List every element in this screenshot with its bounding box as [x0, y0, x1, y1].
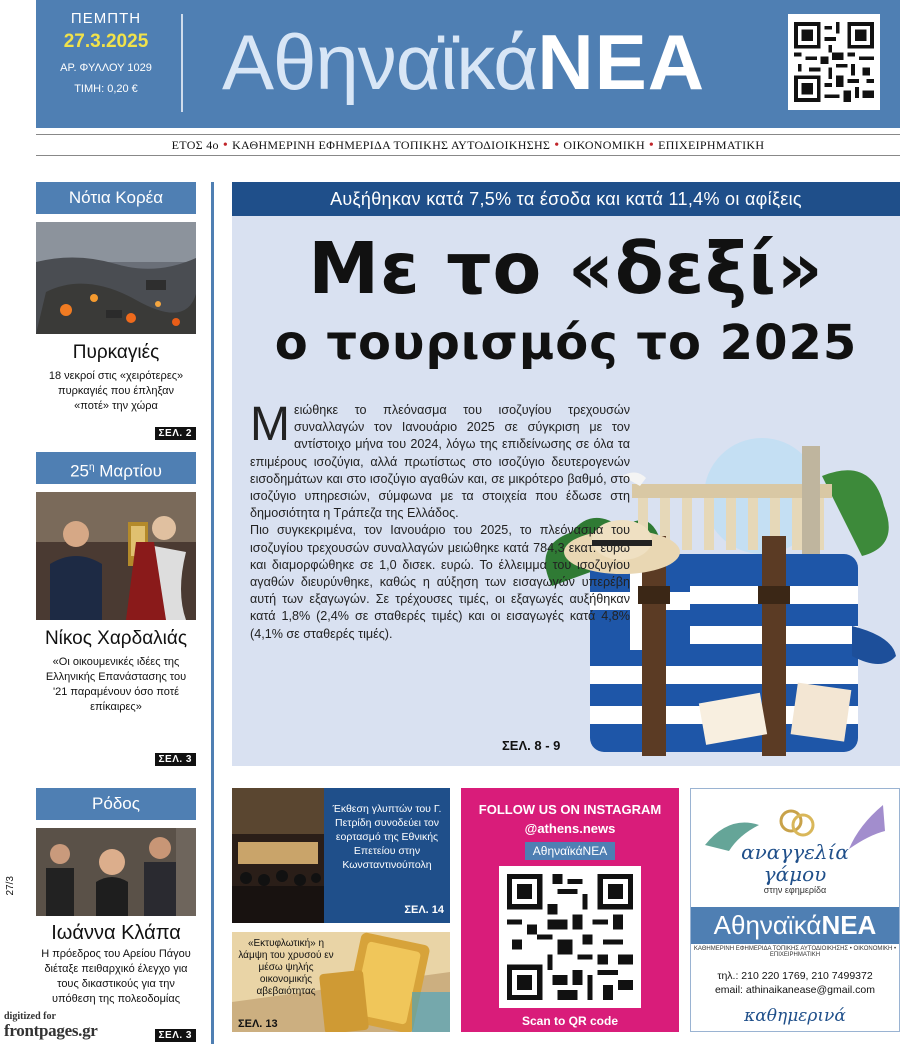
issue-info	[36, 0, 176, 128]
ad-logo-thin: Αθηναϊκά	[713, 910, 822, 940]
page-ref[interactable]: ΣΕΛ. 13	[238, 1018, 278, 1030]
court-photo	[36, 828, 196, 916]
concert-photo	[232, 788, 324, 923]
instagram-handle[interactable]: @athens.news	[524, 821, 616, 836]
wedding-ad[interactable]	[690, 788, 900, 1032]
sidebar-title: Νίκος Χαρδαλιάς	[44, 628, 188, 649]
wildfire-photo	[36, 222, 196, 334]
credit-line1: digitized for	[4, 1011, 56, 1022]
ad-logo-bold: ΝΕΑ	[821, 910, 877, 940]
sidebar-title: Ιωάννα Κλάπα	[51, 922, 181, 944]
ceremony-photo	[36, 492, 196, 620]
lead-kicker: Αυξήθηκαν κατά 7,5% τα έσοδα και κατά 11,4% οι αφίξεις	[232, 182, 900, 216]
sidebar-summary: Η πρόεδρος του Αρείου Πάγου διέταξε πειθαρχικό έλεγχο για τους δικαστικούς για την υπόθεση της πολεοδομίας	[41, 948, 191, 1005]
sidebar-header: Νότια Κορέα	[36, 182, 196, 214]
date-vertical: 27/3	[5, 876, 16, 896]
lead-story[interactable]	[232, 182, 900, 766]
issue-price: ΤΙΜΗ: 0,20 €	[74, 83, 138, 95]
lead-paragraph-1: ειώθηκε το πλεόνασμα του ισοζυγίου τρεχουσών συναλλαγών τον Ιανουάριο 2025 σε σύγκριση με τον αντίστοιχο μήνα του 2024, λόγω της επιδείνωσης σε όλα τα επιμέρους ισοζύγια, αλλά πρωτίστως στο ισοζύγιο δευτερογενών εισοδημάτων και στο ισοζύγιο αγαθών και, σε μικρότερο βαθμό, στο ισοζύγιο υπηρεσιών, σύμφωνα με τα στοιχεία που έδωσε στη δημοσιότητα η Τράπεζα της Ελλάδος.	[250, 403, 630, 521]
instagram-qr-code-icon[interactable]	[499, 866, 641, 1008]
ad-phone[interactable]: τηλ.: 210 220 1769, 210 7499372	[717, 970, 873, 982]
instagram-follow-text: FOLLOW US ON INSTAGRAM	[478, 802, 662, 817]
newspaper-logo	[222, 14, 705, 110]
column-divider	[211, 182, 214, 1044]
credit-line2: frontpages.gr	[4, 1021, 98, 1040]
logo-bold: ΝΕΑ	[537, 18, 706, 106]
page-ref[interactable]: ΣΕΛ. 3	[155, 753, 196, 766]
tagline-daily: ΚΑΘΗΜΕΡΙΝΗ ΕΦΗΜΕΡΙΔΑ ΤΟΠΙΚΗΣ ΑΥΤΟΔΙΟΙΚΗΣΗΣ	[232, 138, 551, 152]
tagline-year: ΕΤΟΣ 4ο	[171, 138, 219, 152]
sculpture-story[interactable]	[232, 788, 450, 923]
masthead-qr-code-icon[interactable]	[788, 14, 880, 110]
tagline	[36, 134, 900, 156]
masthead	[36, 0, 900, 128]
masthead-divider	[181, 14, 183, 112]
sheet-number: ΑΡ. ΦΥΛΛΟΥ 1029	[60, 62, 152, 74]
issue-day: ΠΕΜΠΤΗ	[70, 10, 142, 27]
ad-email[interactable]: email: athinaikanease@gmail.com	[714, 984, 876, 996]
ad-title-line2: γάμου	[763, 862, 827, 886]
instagram-logo: ΑθηναϊκάΝΕΑ	[525, 842, 615, 860]
lead-body	[250, 398, 630, 643]
gold-story[interactable]	[232, 932, 450, 1032]
page-ref[interactable]: ΣΕΛ. 2	[155, 427, 196, 440]
sidebar-summary: 18 νεκροί στις «χειρότερες» πυρκαγιές που έπληξαν «ποτέ» την χώρα	[48, 370, 184, 412]
bottom-stories	[232, 788, 450, 1032]
page-ref[interactable]: ΣΕΛ. 14	[404, 904, 444, 916]
bullet-icon: •	[222, 138, 229, 153]
instagram-promo[interactable]	[461, 788, 679, 1032]
ad-subtitle: στην εφημερίδα	[763, 885, 827, 895]
ad-logo-subtitle: ΚΑΘΗΜΕΡΙΝΗ ΕΦΗΜΕΡΙΔΑ ΤΟΠΙΚΗΣ ΑΥΤΟΔΙΟΙΚΗΣΗΣ • ΟΙΚΟΝΟΜΙΚΗ • ΕΠΙΧΕΙΡΗΜΑΤΙΚΗ	[693, 946, 897, 958]
sculpture-caption-text: Έκθεση γλυπτών του Γ. Πετρίδη συνοδεύει τον εορτασμό της Εθνικής Επετείου στην Κωνσταντινούπολη	[332, 803, 442, 871]
sculpture-caption	[324, 788, 450, 923]
sidebar-quote: «Οι οικουμενικές ιδέες της Ελληνικής Επανάστασης του '21 παραμένουν όσο ποτέ επίκαιρες»	[45, 656, 187, 713]
sidebar-story-march-25[interactable]	[36, 452, 196, 766]
issue-date: 27.3.2025	[63, 31, 149, 52]
sidebar-header: Ρόδος	[36, 788, 196, 820]
digitized-credit	[4, 1010, 98, 1038]
bullet-icon: •	[554, 138, 560, 153]
instagram-scan-text: Scan to QR code	[521, 1014, 619, 1028]
rings-icon	[699, 795, 889, 855]
ad-title-line1: αναγγελία	[741, 840, 849, 864]
ad-daily: καθημερινά	[744, 1006, 846, 1026]
lead-headline-line2: ο τουρισμός το 2025	[274, 315, 858, 371]
sidebar-story-rhodes[interactable]	[36, 788, 196, 1044]
sidebar-title: Πυρκαγιές	[72, 342, 160, 363]
drop-cap: Μ	[250, 398, 290, 451]
lead-paragraph-2: Πιο συγκεκριμένα, τον Ιανουάριο του 2025, το πλεόνασμα του ισοζυγίου τρεχουσών συναλλαγών μειώθηκε κατά 784,3 εκατ. ευρώ και διαμορφώθηκε σε 1,0 δισεκ. ευρώ. Το έλλειμμα του ισοζυγίου αγαθών διευρύνθηκε, καθώς η αύξηση των εισαγωγών υπερέβη αυτή των εξαγωγών. Σε τρέχουσες τιμές, οι εξαγωγές αυξήθηκαν κατά 1,8% (2,4% σε σταθερές τιμές) και οι εισαγωγές κατά 4,8% (4,1% σε σταθερές τιμές).	[250, 523, 630, 641]
page-ref[interactable]: ΣΕΛ. 3	[155, 1029, 196, 1042]
ad-logo	[691, 907, 899, 944]
gold-caption: «Εκτυφλωτική» η λάμψη του χρυσού εν μέσω ψηλής οικονομικής αβεβαιότητας	[238, 938, 334, 997]
tagline-economic: ΟΙΚΟΝΟΜΙΚΗ	[563, 138, 645, 152]
lead-headline-line1: Με το «δεξί»	[308, 227, 824, 310]
lead-page-ref[interactable]: ΣΕΛ. 8 - 9	[502, 738, 561, 753]
tagline-business: ΕΠΙΧΕΙΡΗΜΑΤΙΚΗ	[658, 138, 765, 152]
sidebar-header: $25^\eta$ Μαρτίου	[36, 452, 196, 484]
logo-thin: Αθηναϊκά	[222, 18, 538, 106]
bullet-icon: •	[648, 138, 655, 153]
sidebar-story-south-korea[interactable]	[36, 182, 196, 440]
